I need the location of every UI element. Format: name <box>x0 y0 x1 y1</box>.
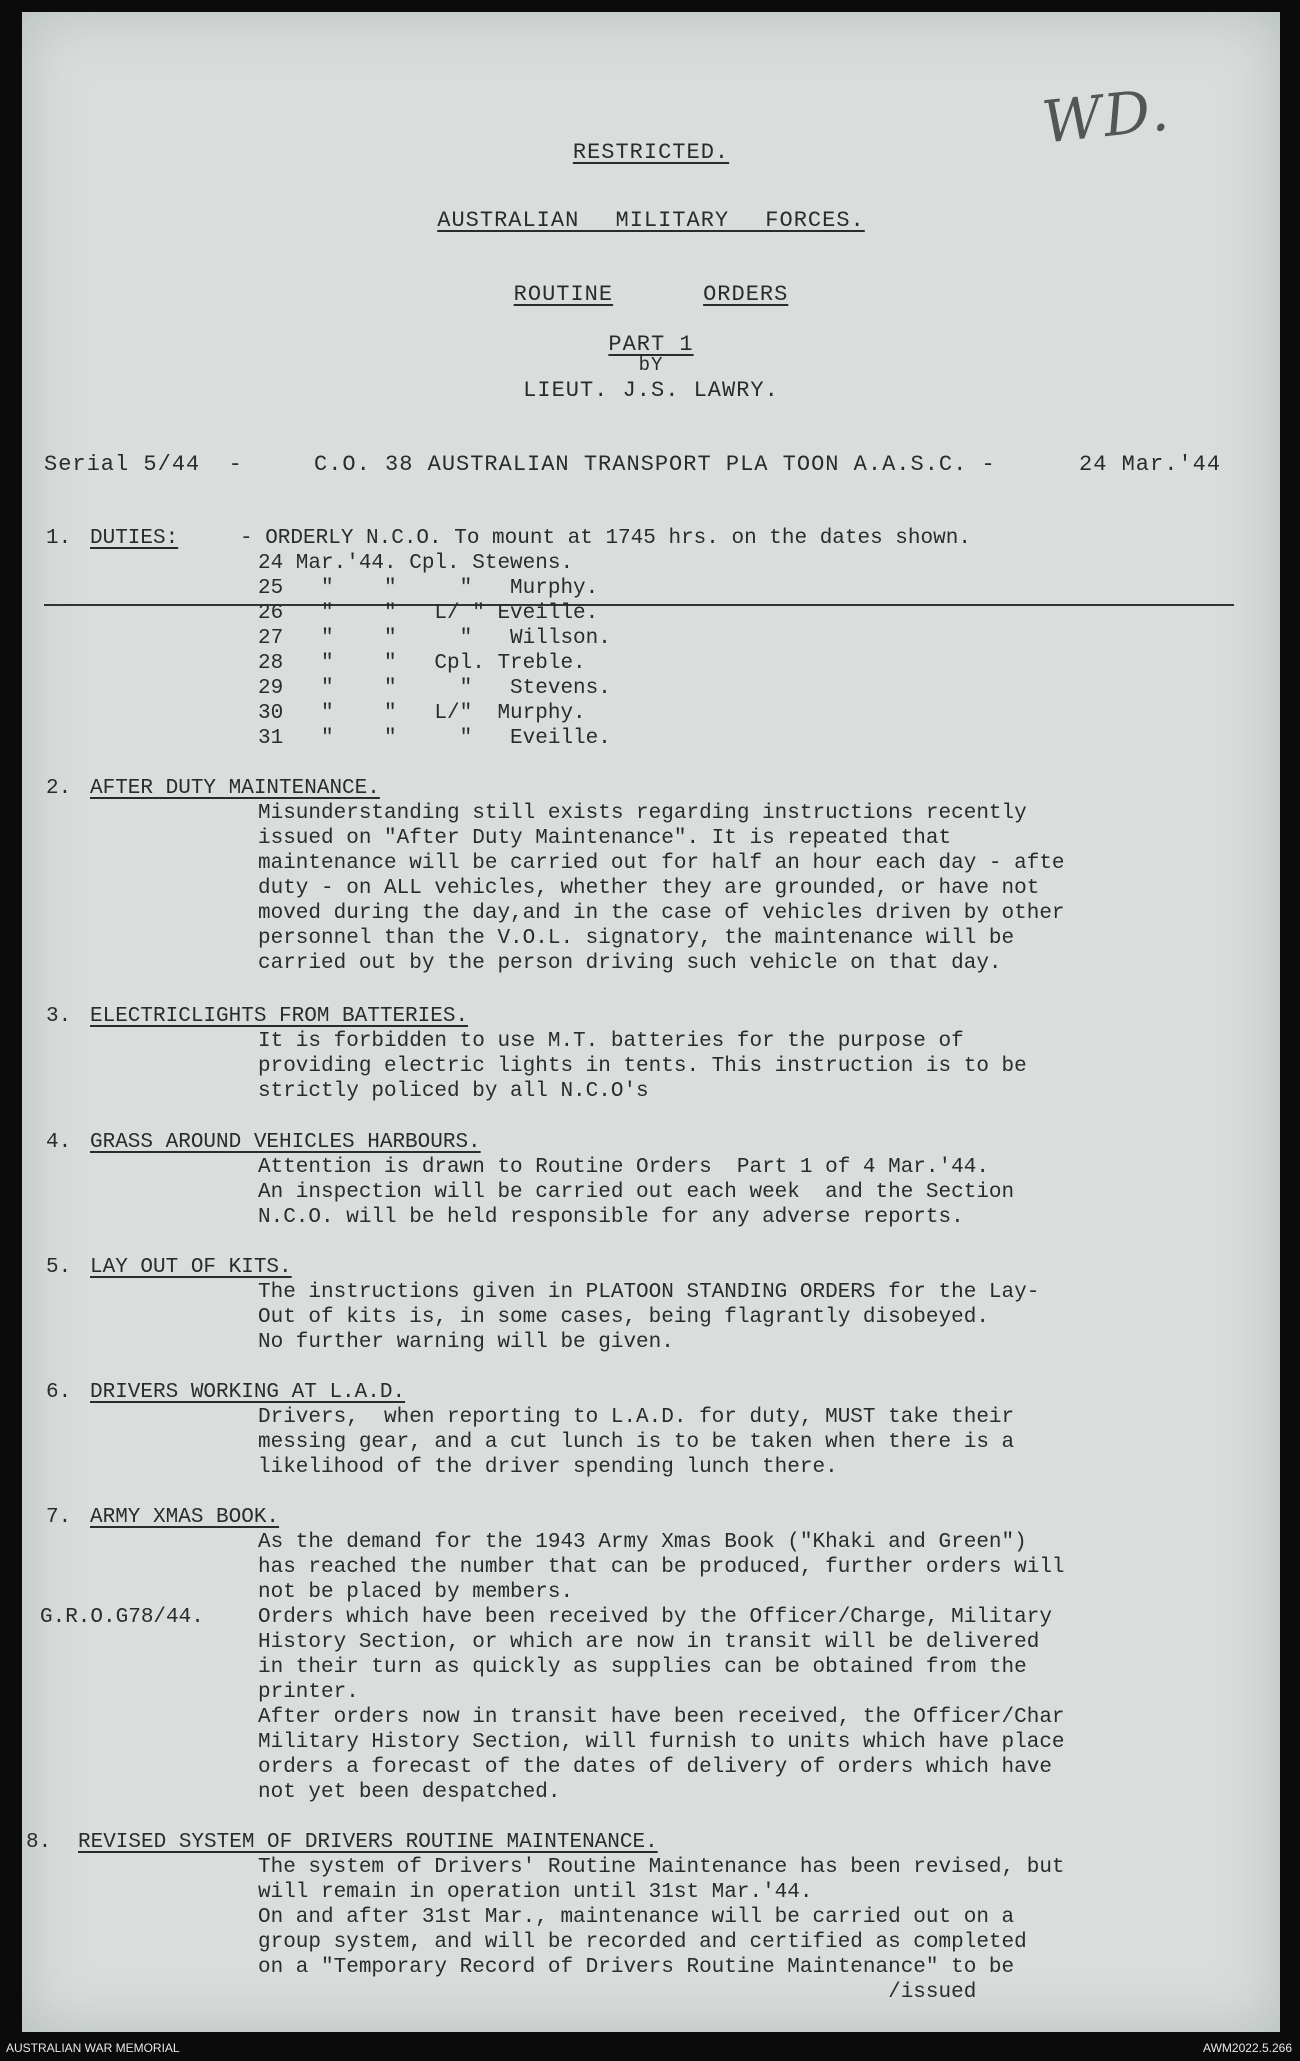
section-heading: GRASS AROUND VEHICLES HARBOURS. <box>90 1131 481 1154</box>
body-line: After orders now in transit have been received, the Officer/Char <box>258 1706 1065 1729</box>
body-line: The instructions given in PLATOON STANDING ORDERS for the Lay- <box>258 1281 1040 1304</box>
unit-name: C.O. 38 AUSTRALIAN TRANSPORT PLA TOON A.A.S.C. - <box>314 452 996 477</box>
body-line: in their turn as quickly as supplies can be obtained from the <box>258 1656 1027 1679</box>
body-line: It is forbidden to use M.T. batteries for the purpose of <box>258 1030 964 1053</box>
routine-orders-title <box>22 282 1280 307</box>
body-line: strictly policed by all N.C.O's <box>258 1080 649 1103</box>
handwritten-note: WD. <box>1038 75 1174 157</box>
body-line: likelihood of the driver spending lunch there. <box>258 1456 838 1479</box>
section-number: 3. <box>46 1005 72 1028</box>
section-heading: AFTER DUTY MAINTENANCE. <box>90 777 380 800</box>
body-line: Misunderstanding still exists regarding instructions recently <box>258 802 1027 825</box>
forces-text: AUSTRALIAN MILITARY FORCES. <box>437 208 865 233</box>
duty-row: 28 " " Cpl. Treble. <box>258 652 586 675</box>
duty-row: 29 " " " Stevens. <box>258 677 611 700</box>
section-heading: ARMY XMAS BOOK. <box>90 1506 280 1529</box>
duty-row: 25 " " " Murphy. <box>258 577 599 600</box>
body-line: on a "Temporary Record of Drivers Routine Maintenance" to be <box>258 1956 1015 1979</box>
body-line: carried out by the person driving such vehicle on that day. <box>258 952 1002 975</box>
body-line: issued on "After Duty Maintenance". It is repeated that <box>258 827 952 850</box>
by-text: bY <box>638 354 664 376</box>
body-line: History Section, or which are now in transit will be delivered <box>258 1631 1040 1654</box>
body-line: An inspection will be carried out each week and the Section <box>258 1181 1015 1204</box>
body-line: The system of Drivers' Routine Maintenance has been revised, but <box>258 1856 1065 1879</box>
section-number: 8. <box>26 1831 52 1854</box>
section-heading: LAY OUT OF KITS. <box>90 1256 292 1279</box>
section-number: 5. <box>46 1256 72 1279</box>
part-title: PART 1 <box>608 332 694 357</box>
body-line: Attention is drawn to Routine Orders Part 1 of 4 Mar.'44. <box>258 1156 989 1179</box>
body-line: not yet been despatched. <box>258 1781 561 1804</box>
body-line: messing gear, and a cut lunch is to be taken when there is a <box>258 1431 1015 1454</box>
routine-word: ROUTINE <box>513 282 614 307</box>
serial-number: Serial 5/44 - <box>44 452 243 477</box>
section-number: 4. <box>46 1131 72 1154</box>
section-number: 6. <box>46 1381 72 1404</box>
body-line: maintenance will be carried out for half an hour each day - afte <box>258 852 1065 875</box>
body-line: moved during the day,and in the case of vehicles driven by other <box>258 902 1065 925</box>
orders-word: ORDERS <box>703 282 789 307</box>
duty-row: 24 Mar.'44. Cpl. Stewens. <box>258 552 574 575</box>
duties-intro: - ORDERLY N.C.O. To mount at 1745 hrs. on the dates shown. <box>240 527 971 550</box>
section-heading: DRIVERS WORKING AT L.A.D. <box>90 1381 406 1404</box>
section-number: 1. <box>46 527 72 550</box>
duty-row: 31 " " " Eveille. <box>258 727 611 750</box>
section-number: 2. <box>46 777 72 800</box>
body-line: not be placed by members. <box>258 1581 574 1604</box>
document-page <box>22 12 1280 2032</box>
body-line: duty - on ALL vehicles, whether they are grounded, or have not <box>258 877 1040 900</box>
footer-credit: AUSTRALIAN WAR MEMORIAL <box>6 2041 180 2055</box>
body-line: As the demand for the 1943 Army Xmas Book ("Khaki and Green") <box>258 1531 1027 1554</box>
body-line: printer. <box>258 1681 359 1704</box>
section-number: 7. <box>46 1506 72 1529</box>
body-line: Drivers, when reporting to L.A.D. for duty, MUST take their <box>258 1406 1015 1429</box>
body-line: has reached the number that can be produced, further orders will <box>258 1556 1065 1579</box>
body-line: On and after 31st Mar., maintenance will be carried out on a <box>258 1906 1015 1929</box>
serial-date: 24 Mar.'44 <box>1079 452 1222 477</box>
duty-row: 26 " " L/ " Eveille. <box>258 602 599 625</box>
body-line: personnel than the V.O.L. signatory, the maintenance will be <box>258 927 1015 950</box>
body-line: orders a forecast of the dates of delivery of orders which have <box>258 1756 1052 1779</box>
duty-row: 27 " " " Willson. <box>258 627 611 650</box>
forces-title <box>22 208 1280 233</box>
body-line: group system, and will be recorded and certified as completed <box>258 1931 1027 1954</box>
section-heading: DUTIES: <box>90 527 179 550</box>
body-line: N.C.O. will be held responsible for any adverse reports. <box>258 1206 964 1229</box>
body-line: will remain in operation until 31st Mar.'44. <box>258 1881 813 1904</box>
officer-name: LIEUT. J.S. LAWRY. <box>523 378 779 403</box>
body-line: No further warning will be given. <box>258 1331 674 1354</box>
duty-row: 30 " " L/" Murphy. <box>258 702 586 725</box>
section-heading: ELECTRICLIGHTS FROM BATTERIES. <box>90 1005 469 1028</box>
classification-title: RESTRICTED. <box>572 140 730 165</box>
body-line: Military History Section, will furnish to units which have place <box>258 1731 1065 1754</box>
body-line: Out of kits is, in some cases, being flagrantly disobeyed. <box>258 1306 989 1329</box>
body-line: /issued <box>258 1981 977 2004</box>
gro-reference: G.R.O.G78/44. <box>40 1606 204 1629</box>
body-line: providing electric lights in tents. This instruction is to be <box>258 1055 1027 1078</box>
body-line: Orders which have been received by the Officer/Charge, Military <box>258 1606 1052 1629</box>
footer-accession: AWM2022.5.266 <box>1203 2041 1292 2055</box>
section-heading: REVISED SYSTEM OF DRIVERS ROUTINE MAINTENANCE. <box>78 1831 658 1854</box>
